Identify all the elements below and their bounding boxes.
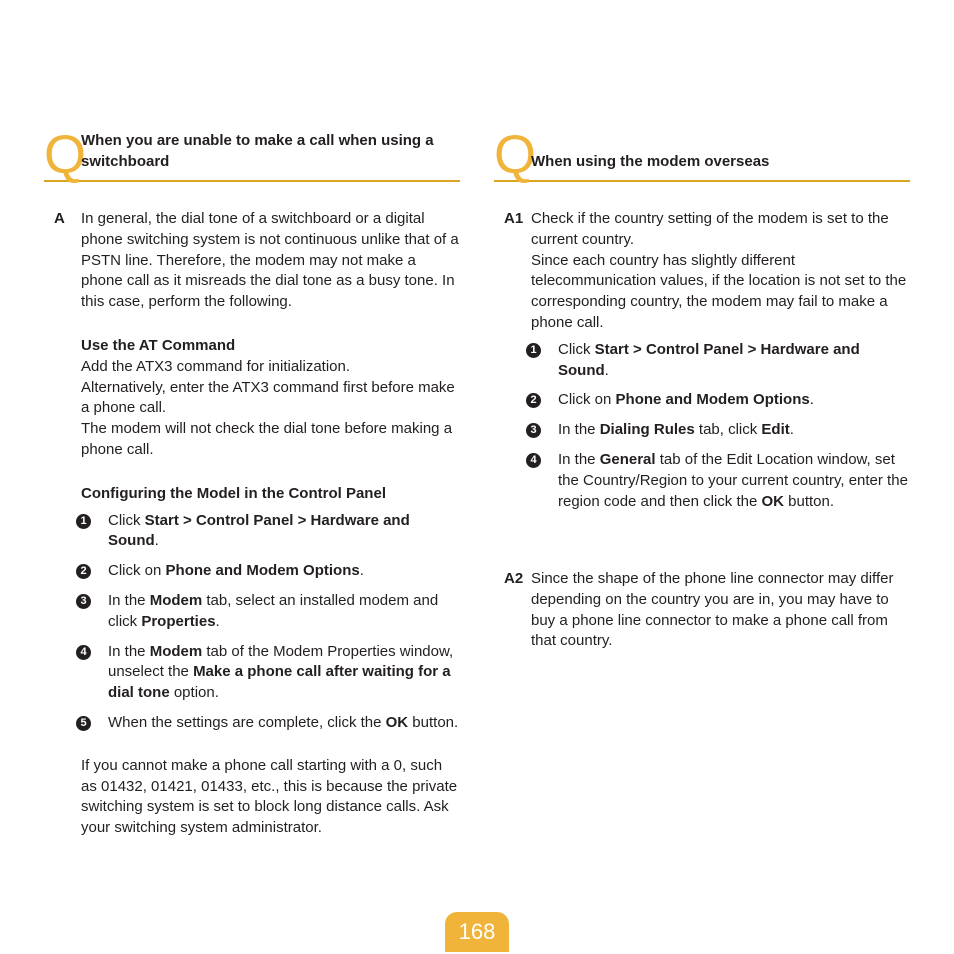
step-number-badge: 5 bbox=[76, 716, 91, 731]
q-letter: Q bbox=[494, 125, 537, 185]
at-command-line: Alternatively, enter the ATX3 command first before make a phone call. bbox=[81, 378, 455, 417]
step-item: 5 When the settings are complete, click the OK button. bbox=[76, 713, 460, 734]
answer-intro: In general, the dial tone of a switchboard or a digital phone switching system is not continuous unlike that of a PSTN line. Therefore, the modem may not make a phone call as it misreads the dial tone as a busy tone. In this case, perform the following. bbox=[81, 210, 459, 311]
step-number-badge: 2 bbox=[526, 393, 541, 408]
step-item: 1 Click Start > Control Panel > Hardware and Sound. bbox=[526, 340, 910, 382]
step-number-badge: 1 bbox=[526, 343, 541, 358]
answer-2-line: Since the shape of the phone line connector may differ depending on the country you are in, you may have to buy a phone line connector to make a phone call from that country. bbox=[531, 570, 894, 650]
answer-label: A bbox=[54, 210, 65, 227]
right-column bbox=[494, 125, 910, 650]
at-command-line: The modem will not check the dial tone before making a phone call. bbox=[81, 420, 453, 458]
step-number-badge: 2 bbox=[76, 564, 91, 579]
step-number-badge: 3 bbox=[526, 423, 541, 438]
answer-1-line: Since each country has slightly different telecommunication values, if the location is not set to the corresponding country, the modem may fail to make a phone call. bbox=[531, 251, 907, 331]
q-letter: Q bbox=[44, 125, 87, 185]
answer-block bbox=[44, 209, 460, 839]
answer-outro-block bbox=[81, 756, 460, 839]
answer-text bbox=[81, 209, 460, 505]
control-panel-heading: Configuring the Model in the Control Panel bbox=[81, 484, 386, 502]
step-item: 4 In the General tab of the Edit Location window, set the Country/Region to your current country, enter the region code and then click the OK button. bbox=[526, 450, 910, 512]
question-header bbox=[494, 125, 910, 185]
modem-setup-steps bbox=[526, 340, 910, 513]
step-item: 1 Click Start > Control Panel > Hardware and Sound. bbox=[76, 511, 460, 553]
question-title: When you are unable to make a call when using a switchboard bbox=[81, 132, 434, 170]
step-item: 4 In the Modem tab of the Modem Properties window, unselect the Make a phone call after waiting for a dial tone option. bbox=[76, 642, 460, 704]
step-item: 2 Click on Phone and Modem Options. bbox=[526, 390, 910, 411]
answer-1-line: Check if the country setting of the modem is set to the current country. bbox=[531, 210, 889, 248]
step-number-badge: 4 bbox=[526, 453, 541, 468]
at-command-line: Add the ATX3 command for initialization. bbox=[81, 357, 351, 375]
step-number-badge: 4 bbox=[76, 645, 91, 660]
answer-1-text bbox=[531, 209, 910, 334]
answer-2-text bbox=[531, 569, 910, 652]
question-header bbox=[44, 125, 460, 185]
step-item: 2 Click on Phone and Modem Options. bbox=[76, 561, 460, 582]
step-number-badge: 3 bbox=[76, 594, 91, 609]
control-panel-steps bbox=[76, 511, 460, 734]
answer-1-block bbox=[494, 209, 910, 512]
step-number-badge: 1 bbox=[76, 514, 91, 529]
answer-2-block bbox=[494, 569, 910, 652]
answer-2-label: A2 bbox=[504, 570, 524, 587]
left-column bbox=[44, 125, 460, 837]
at-command-heading: Use the AT Command bbox=[81, 336, 236, 354]
page-number-tab: 168 bbox=[445, 912, 509, 952]
answer-outro: If you cannot make a phone call starting with a 0, such as 01432, 01421, 01433, etc., this is because the private switching system is set to block long distance calls. Ask your switching system administrator. bbox=[81, 756, 458, 837]
answer-1-label: A1 bbox=[504, 210, 524, 227]
step-item: 3 In the Modem tab, select an installed modem and click Properties. bbox=[76, 591, 460, 633]
question-title: When using the modem overseas bbox=[531, 153, 770, 170]
step-item: 3 In the Dialing Rules tab, click Edit. bbox=[526, 420, 910, 441]
